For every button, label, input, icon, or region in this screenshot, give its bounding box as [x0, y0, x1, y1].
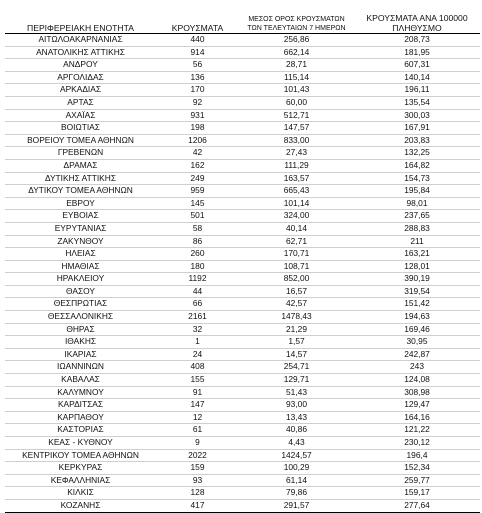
cell-cases: 170 [156, 84, 239, 97]
cell-per100k: 308,98 [354, 386, 480, 399]
cell-per100k: 151,42 [354, 298, 480, 311]
cell-per100k: 203,83 [354, 134, 480, 147]
cell-per100k: 288,83 [354, 222, 480, 235]
cell-region: ΙΘΑΚΗΣ [5, 336, 156, 349]
cell-cases: 128 [156, 487, 239, 500]
cell-avg7: 254,71 [239, 361, 354, 374]
cell-cases: 249 [156, 172, 239, 185]
cell-per100k: 300,03 [354, 109, 480, 122]
cell-cases: 1206 [156, 134, 239, 147]
cell-cases: 9 [156, 437, 239, 450]
cell-avg7: 40,14 [239, 222, 354, 235]
table-row [5, 437, 480, 450]
table-row [5, 336, 480, 349]
cell-cases: 198 [156, 122, 239, 135]
cell-region: ΚΕΑΣ - ΚΥΘΝΟΥ [5, 437, 156, 450]
cell-region: ΚΑΣΤΟΡΙΑΣ [5, 424, 156, 437]
cell-region: ΖΑΚΥΝΘΟΥ [5, 235, 156, 248]
cell-avg7: 100,29 [239, 462, 354, 475]
cell-region: ΚΑΡΔΙΤΣΑΣ [5, 399, 156, 412]
table-row [5, 462, 480, 475]
header-per100k-line1: ΚΡΟΥΣΜΑΤΑ ΑΝΑ 100000 [366, 13, 468, 23]
cell-per100k: 243 [354, 361, 480, 374]
cell-avg7: 1,57 [239, 336, 354, 349]
table-row [5, 285, 480, 298]
cell-avg7: 115,14 [239, 71, 354, 84]
cell-region: ΚΑΒΑΛΑΣ [5, 374, 156, 387]
cell-region: ΙΚΑΡΙΑΣ [5, 348, 156, 361]
table-row [5, 185, 480, 198]
table-row [5, 487, 480, 500]
cell-cases: 61 [156, 424, 239, 437]
cell-per100k: 208,73 [354, 34, 480, 47]
table-row [5, 210, 480, 223]
header-region: ΠΕΡΙΦΕΡΕΙΑΚΗ ΕΝΟΤΗΤΑ [5, 11, 156, 34]
cell-region: ΑΡΚΑΔΙΑΣ [5, 84, 156, 97]
cell-avg7: 170,71 [239, 248, 354, 261]
cell-avg7: 324,00 [239, 210, 354, 223]
table-row [5, 197, 480, 210]
cell-cases: 417 [156, 499, 239, 512]
cell-cases: 2022 [156, 449, 239, 462]
cell-cases: 1 [156, 336, 239, 349]
cell-per100k: 132,25 [354, 147, 480, 160]
cell-per100k: 98,01 [354, 197, 480, 210]
cell-region: ΕΥΒΟΙΑΣ [5, 210, 156, 223]
cell-region: ΑΧΑΪΑΣ [5, 109, 156, 122]
table-row [5, 248, 480, 261]
cell-region: ΔΥΤΙΚΗΣ ΑΤΤΙΚΗΣ [5, 172, 156, 185]
cell-cases: 147 [156, 399, 239, 412]
cell-region: ΒΟΙΩΤΙΑΣ [5, 122, 156, 135]
cell-avg7: 60,00 [239, 96, 354, 109]
cell-cases: 440 [156, 34, 239, 47]
cell-per100k: 196,11 [354, 84, 480, 97]
cell-per100k: 159,17 [354, 487, 480, 500]
cell-region: ΑΝΔΡΟΥ [5, 59, 156, 72]
table-row [5, 424, 480, 437]
cell-avg7: 4,43 [239, 437, 354, 450]
cell-region: ΘΕΣΠΡΩΤΙΑΣ [5, 298, 156, 311]
cell-cases: 12 [156, 411, 239, 424]
cell-per100k: 607,31 [354, 59, 480, 72]
cell-avg7: 1424,57 [239, 449, 354, 462]
table-row [5, 134, 480, 147]
cell-per100k: 211 [354, 235, 480, 248]
cell-avg7: 13,43 [239, 411, 354, 424]
header-row [5, 11, 480, 34]
table-row [5, 109, 480, 122]
cell-per100k: 167,91 [354, 122, 480, 135]
cell-per100k: 128,01 [354, 260, 480, 273]
cell-cases: 136 [156, 71, 239, 84]
table-row [5, 411, 480, 424]
table-row [5, 361, 480, 374]
cell-avg7: 512,71 [239, 109, 354, 122]
cell-cases: 93 [156, 474, 239, 487]
cell-cases: 42 [156, 147, 239, 160]
table-row [5, 348, 480, 361]
cell-per100k: 135,54 [354, 96, 480, 109]
cell-avg7: 79,86 [239, 487, 354, 500]
cell-cases: 260 [156, 248, 239, 261]
cell-avg7: 665,43 [239, 185, 354, 198]
cell-cases: 914 [156, 46, 239, 59]
cell-region: ΘΑΣΟΥ [5, 285, 156, 298]
cell-per100k: 140,14 [354, 71, 480, 84]
cell-avg7: 62,71 [239, 235, 354, 248]
table-row [5, 260, 480, 273]
cell-per100k: 169,46 [354, 323, 480, 336]
header-avg7-line2: ΤΩΝ ΤΕΛΕΥΤΑΙΩΝ 7 ΗΜΕΡΩΝ [247, 25, 346, 32]
cell-per100k: 124,08 [354, 374, 480, 387]
cell-cases: 32 [156, 323, 239, 336]
cell-region: ΓΡΕΒΕΝΩΝ [5, 147, 156, 160]
cell-cases: 180 [156, 260, 239, 273]
cell-per100k: 121,22 [354, 424, 480, 437]
table-row [5, 298, 480, 311]
cell-avg7: 291,57 [239, 499, 354, 512]
table-body [5, 34, 480, 513]
header-avg7-line1: ΜΕΣΟΣ ΟΡΟΣ ΚΡΟΥΣΜΑΤΩΝ [248, 16, 345, 23]
table-row [5, 46, 480, 59]
cell-per100k: 237,65 [354, 210, 480, 223]
cell-region: ΑΙΤΩΛΟΑΚΑΡΝΑΝΙΑΣ [5, 34, 156, 47]
table-row [5, 474, 480, 487]
cell-region: ΚΑΡΠΑΘΟΥ [5, 411, 156, 424]
cell-avg7: 61,14 [239, 474, 354, 487]
cell-per100k: 277,64 [354, 499, 480, 512]
cell-per100k: 152,34 [354, 462, 480, 475]
cell-avg7: 51,43 [239, 386, 354, 399]
cell-cases: 162 [156, 159, 239, 172]
table-row [5, 96, 480, 109]
table-row [5, 71, 480, 84]
cell-region: ΒΟΡΕΙΟΥ ΤΟΜΕΑ ΑΘΗΝΩΝ [5, 134, 156, 147]
cell-cases: 959 [156, 185, 239, 198]
cell-avg7: 111,29 [239, 159, 354, 172]
cell-avg7: 14,57 [239, 348, 354, 361]
cell-per100k: 259,77 [354, 474, 480, 487]
cell-per100k: 195,84 [354, 185, 480, 198]
table-row [5, 399, 480, 412]
cell-avg7: 662,14 [239, 46, 354, 59]
table-row [5, 159, 480, 172]
cell-cases: 56 [156, 59, 239, 72]
cell-per100k: 181,95 [354, 46, 480, 59]
cell-avg7: 1478,43 [239, 311, 354, 324]
cell-avg7: 101,14 [239, 197, 354, 210]
cell-cases: 931 [156, 109, 239, 122]
cell-per100k: 154,73 [354, 172, 480, 185]
table-row [5, 122, 480, 135]
cell-region: ΕΒΡΟΥ [5, 197, 156, 210]
cell-avg7: 852,00 [239, 273, 354, 286]
cases-table [5, 11, 480, 513]
table-row [5, 311, 480, 324]
cell-region: ΚΟΖΑΝΗΣ [5, 499, 156, 512]
cell-avg7: 256,86 [239, 34, 354, 47]
table-row [5, 84, 480, 97]
cell-region: ΚΙΛΚΙΣ [5, 487, 156, 500]
cell-region: ΙΩΑΝΝΙΝΩΝ [5, 361, 156, 374]
cell-avg7: 147,57 [239, 122, 354, 135]
cell-avg7: 16,57 [239, 285, 354, 298]
cell-region: ΑΡΤΑΣ [5, 96, 156, 109]
table-row [5, 59, 480, 72]
table-row [5, 386, 480, 399]
cell-region: ΘΗΡΑΣ [5, 323, 156, 336]
cell-cases: 24 [156, 348, 239, 361]
cell-region: ΔΡΑΜΑΣ [5, 159, 156, 172]
cell-cases: 92 [156, 96, 239, 109]
cell-cases: 1192 [156, 273, 239, 286]
cell-cases: 91 [156, 386, 239, 399]
table-row [5, 172, 480, 185]
cell-avg7: 129,71 [239, 374, 354, 387]
cell-avg7: 833,00 [239, 134, 354, 147]
header-per100k [354, 11, 480, 34]
header-per100k-line2: ΠΛΗΘΥΣΜΟ [392, 23, 442, 33]
cell-avg7: 27,43 [239, 147, 354, 160]
cell-avg7: 101,43 [239, 84, 354, 97]
cell-cases: 44 [156, 285, 239, 298]
cell-avg7: 40,86 [239, 424, 354, 437]
cell-per100k: 194,63 [354, 311, 480, 324]
cell-per100k: 196,4 [354, 449, 480, 462]
cell-per100k: 30,95 [354, 336, 480, 349]
cell-per100k: 164,16 [354, 411, 480, 424]
cell-region: ΑΝΑΤΟΛΙΚΗΣ ΑΤΤΙΚΗΣ [5, 46, 156, 59]
cell-per100k: 242,87 [354, 348, 480, 361]
table-row [5, 374, 480, 387]
cell-region: ΗΡΑΚΛΕΙΟΥ [5, 273, 156, 286]
cell-per100k: 163,21 [354, 248, 480, 261]
cell-avg7: 28,71 [239, 59, 354, 72]
cell-region: ΑΡΓΟΛΙΔΑΣ [5, 71, 156, 84]
cell-per100k: 164,82 [354, 159, 480, 172]
table-row [5, 222, 480, 235]
table-row [5, 273, 480, 286]
cell-avg7: 163,57 [239, 172, 354, 185]
cell-cases: 155 [156, 374, 239, 387]
cell-cases: 408 [156, 361, 239, 374]
cell-cases: 58 [156, 222, 239, 235]
table-header [5, 11, 480, 34]
cell-per100k: 129,47 [354, 399, 480, 412]
cell-avg7: 93,00 [239, 399, 354, 412]
header-avg7 [239, 11, 354, 34]
cell-cases: 66 [156, 298, 239, 311]
cell-avg7: 21,29 [239, 323, 354, 336]
cell-region: ΚΕΝΤΡΙΚΟΥ ΤΟΜΕΑ ΑΘΗΝΩΝ [5, 449, 156, 462]
table-row [5, 499, 480, 512]
cell-region: ΗΜΑΘΙΑΣ [5, 260, 156, 273]
cell-per100k: 390,19 [354, 273, 480, 286]
cell-avg7: 42,57 [239, 298, 354, 311]
cell-cases: 86 [156, 235, 239, 248]
cell-region: ΕΥΡΥΤΑΝΙΑΣ [5, 222, 156, 235]
cell-region: ΚΕΡΚΥΡΑΣ [5, 462, 156, 475]
cell-region: ΔΥΤΙΚΟΥ ΤΟΜΕΑ ΑΘΗΝΩΝ [5, 185, 156, 198]
table-row [5, 235, 480, 248]
cell-per100k: 319,54 [354, 285, 480, 298]
cell-region: ΘΕΣΣΑΛΟΝΙΚΗΣ [5, 311, 156, 324]
cell-region: ΚΕΦΑΛΛΗΝΙΑΣ [5, 474, 156, 487]
header-cases: ΚΡΟΥΣΜΑΤΑ [156, 11, 239, 34]
cell-region: ΗΛΕΙΑΣ [5, 248, 156, 261]
cell-cases: 145 [156, 197, 239, 210]
cell-avg7: 108,71 [239, 260, 354, 273]
table-row [5, 449, 480, 462]
cell-region: ΚΑΛΥΜΝΟΥ [5, 386, 156, 399]
table-row [5, 323, 480, 336]
cell-per100k: 230,12 [354, 437, 480, 450]
table-row [5, 147, 480, 160]
cell-cases: 501 [156, 210, 239, 223]
cell-cases: 159 [156, 462, 239, 475]
table-row [5, 34, 480, 47]
cell-cases: 2161 [156, 311, 239, 324]
